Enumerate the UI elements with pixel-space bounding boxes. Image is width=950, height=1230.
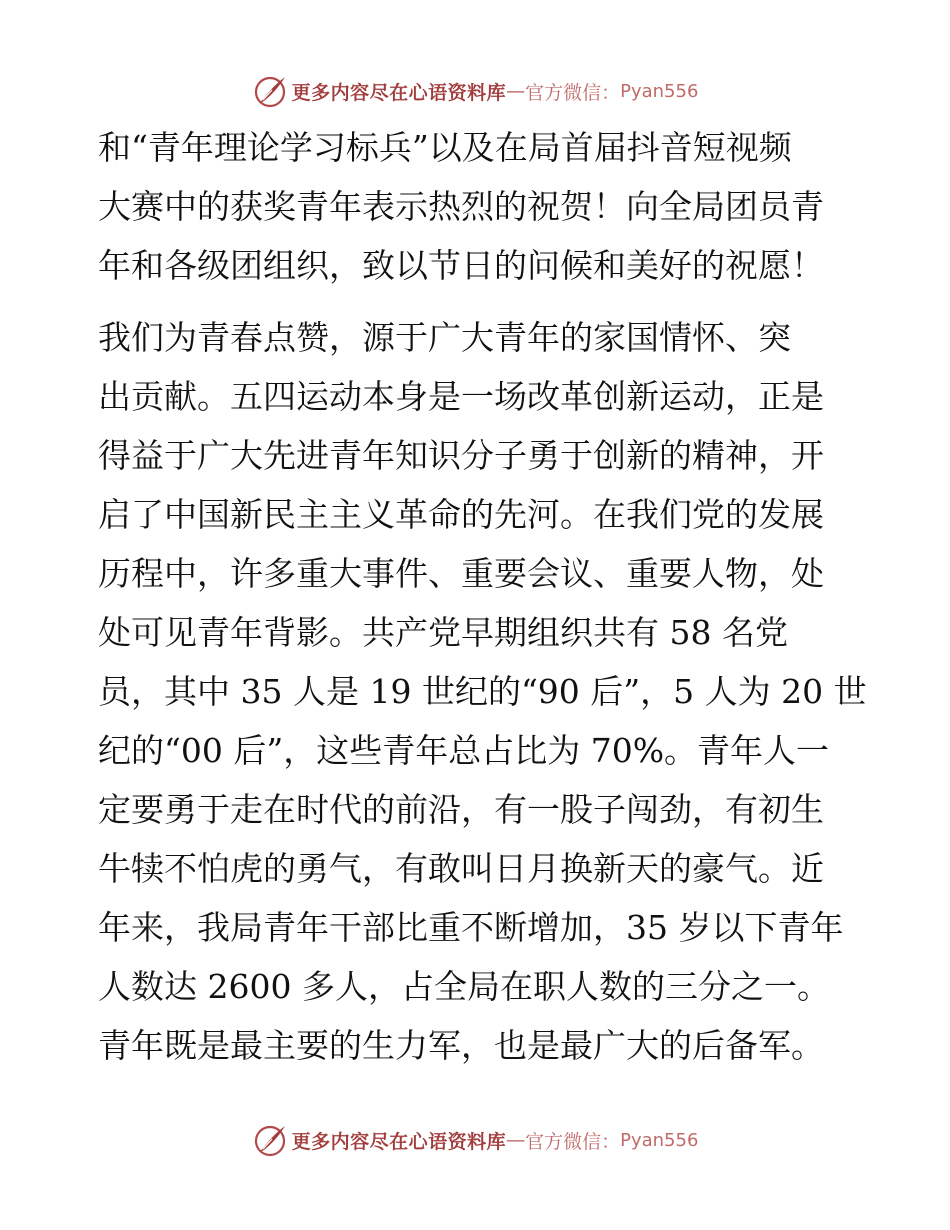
watermark-wechat-id: Pyan556 <box>620 80 699 102</box>
watermark-main-text: 更多内容尽在心语资料库 <box>291 81 507 104</box>
text-line: 年和各级团组织，致以节日的问候和美好的祝愿！ <box>98 246 824 285</box>
watermark-sub-text: 官方微信： <box>525 81 621 104</box>
text-line: 和“青年理论学习标兵”以及在局首届抖音短视频 <box>98 128 792 167</box>
text-line: 大赛中的获奖青年表示热烈的祝贺！向全局团员青 <box>98 187 824 226</box>
quill-logo-icon <box>252 1122 288 1158</box>
text-line: 员，其中 35 人是 19 世纪的“90 后”，5 人为 20 世 <box>98 672 867 711</box>
watermark-sub-text: 官方微信： <box>525 1130 621 1153</box>
footer-watermark <box>0 1120 950 1160</box>
watermark-main-text: 更多内容尽在心语资料库 <box>291 1130 507 1153</box>
quill-logo-icon <box>252 73 288 109</box>
paragraph-congratulations <box>98 118 858 295</box>
text-line: 纪的“00 后”，这些青年总占比为 70%。青年人一 <box>98 731 830 770</box>
text-line: 历程中，许多重大事件、重要会议、重要人物，处 <box>98 554 824 593</box>
text-line: 出贡献。五四运动本身是一场改革创新运动，正是 <box>98 377 824 416</box>
watermark-wechat-id: Pyan556 <box>620 1129 699 1151</box>
text-line: 年来，我局青年干部比重不断增加，35 岁以下青年 <box>98 908 844 947</box>
text-line: 处可见青年背影。共产党早期组织共有 58 名党 <box>98 613 788 652</box>
text-line: 青年既是最主要的生力军，也是最广大的后备军。 <box>98 1026 824 1065</box>
text-line: 牛犊不怕虎的勇气，有敢叫日月换新天的豪气。近 <box>98 849 824 888</box>
text-line: 得益于广大先进青年知识分子勇于创新的精神，开 <box>98 436 824 475</box>
text-line: 启了中国新民主主义革命的先河。在我们党的发展 <box>98 495 824 534</box>
header-watermark <box>0 71 950 111</box>
text-line: 我们为青春点赞，源于广大青年的家国情怀、突 <box>98 318 791 357</box>
paragraph-youth-praise <box>98 308 867 1075</box>
watermark-separator: — <box>506 1129 526 1151</box>
text-line: 定要勇于走在时代的前沿，有一股子闯劲，有初生 <box>98 790 824 829</box>
watermark-separator: — <box>506 80 526 102</box>
text-line: 人数达 2600 多人，占全局在职人数的三分之一。 <box>98 967 830 1006</box>
